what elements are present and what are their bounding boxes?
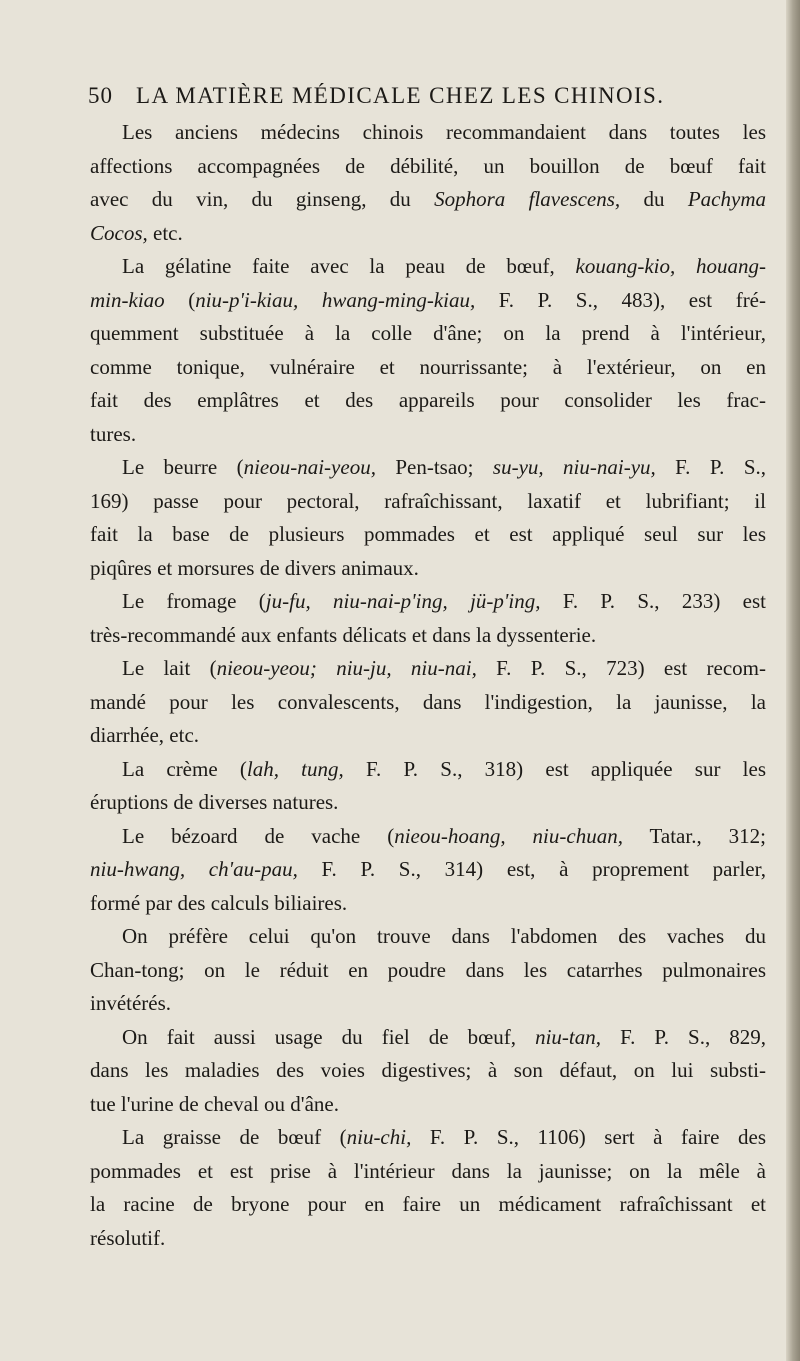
italic-term: Pachyma: [687, 187, 766, 211]
text-segment: On préfère celui qu'on trouve dans l'abdomen des vaches du: [122, 924, 766, 948]
text-line: [90, 384, 766, 418]
text-line: [90, 116, 766, 150]
page-edge: [786, 0, 800, 1361]
text-segment: dans les maladies des voies digestives; à son défaut, on lui substi-: [90, 1058, 766, 1082]
text-segment: du: [620, 187, 688, 211]
text-segment: Tatar., 312;: [622, 823, 766, 848]
text-segment: fait la base de plusieurs pommades et est appliqué seul sur les: [90, 522, 766, 546]
italic-term: lah, tung,: [246, 756, 344, 781]
text-segment: mandé pour les convalescents, dans l'indigestion, la jaunisse, la: [90, 689, 766, 714]
italic-term: min-kiao: [90, 287, 165, 312]
italic-term: su-yu, niu-nai-yu,: [492, 455, 656, 479]
text-segment: piqûres et morsures de divers animaux.: [90, 555, 419, 580]
text-line: [90, 351, 766, 385]
text-segment: La crème (: [122, 756, 247, 781]
text-line: [90, 217, 766, 251]
text-segment: F. P. S., 829,: [601, 1024, 766, 1049]
italic-term: ju-fu, niu-nai-p'ing, jü-p'ing,: [265, 589, 541, 613]
text-segment: la racine de bryone pour en faire un médicament rafraîchissant et: [90, 1192, 766, 1216]
text-segment: fait des emplâtres et des appareils pour consolider les frac-: [90, 388, 766, 412]
text-line: [90, 652, 766, 686]
page-number: 50: [88, 83, 113, 108]
text-segment: F. P. S., 233) est: [540, 589, 767, 613]
text-segment: avec du vin, du ginseng, du: [90, 187, 435, 211]
text-line: [90, 317, 766, 351]
text-line: [90, 1088, 766, 1122]
italic-term: nieou-nai-yeou,: [243, 455, 376, 479]
text-segment: Les anciens médecins chinois recommandaient dans toutes les: [122, 120, 766, 144]
italic-term: niu-p'i-kiau, hwang-ming-kiau,: [195, 287, 476, 312]
text-segment: résolutif.: [90, 1225, 166, 1250]
text-line: [90, 585, 766, 619]
running-title: LA MATIÈRE MÉDICALE CHEZ LES CHINOIS.: [136, 83, 665, 108]
text-segment: F. P. S., 1106) sert à faire des: [411, 1125, 767, 1149]
text-segment: invétérés.: [90, 991, 172, 1015]
text-segment: F. P. S., 318) est appliquée sur les: [343, 756, 766, 781]
text-line: [90, 1121, 766, 1155]
text-segment: Le beurre (: [122, 455, 244, 479]
text-line: [90, 1054, 766, 1088]
text-line: [90, 1021, 766, 1055]
text-segment: F. P. S., 483), est fré-: [475, 287, 766, 312]
text-line: [90, 820, 766, 854]
text-line: [90, 686, 766, 720]
text-line: [90, 786, 766, 820]
text-segment: On fait aussi usage du fiel de bœuf,: [122, 1024, 536, 1049]
text-line: [90, 518, 766, 552]
text-segment: (: [164, 287, 196, 312]
text-segment: éruptions de diverses natures.: [90, 790, 339, 814]
text-segment: très-recommandé aux enfants délicats et dans la dyssenterie.: [90, 622, 597, 647]
text-line: [90, 150, 766, 184]
text-line: [90, 1188, 766, 1222]
italic-term: nieou-yeou; niu-ju, niu-nai,: [216, 656, 477, 680]
text-segment: F. P. S., 723) est recom-: [476, 656, 767, 680]
text-segment: La graisse de bœuf (: [122, 1125, 347, 1149]
text-segment: Le bézoard de vache (: [122, 823, 395, 848]
text-segment: Pen-tsao;: [375, 455, 493, 479]
text-segment: 169) passe pour pectoral, rafraîchissant, laxatif et lubrifiant; il: [90, 488, 766, 513]
text-segment: pommades et est prise à l'intérieur dans la jaunisse; on la mêle à: [90, 1158, 766, 1183]
text-segment: F. P. S.,: [655, 455, 767, 479]
text-segment: tures.: [90, 421, 137, 446]
text-segment: comme tonique, vulnéraire et nourrissante; à l'extérieur, on en: [90, 354, 766, 379]
text-line: [90, 284, 766, 318]
text-line: [90, 552, 766, 586]
text-segment: Le lait (: [122, 656, 217, 680]
text-line: [90, 719, 766, 753]
text-segment: affections accompagnées de débilité, un bouillon de bœuf fait: [90, 153, 766, 178]
text-line: [90, 920, 766, 954]
text-line: [90, 1155, 766, 1189]
text-segment: tue l'urine de cheval ou d'âne.: [90, 1091, 339, 1116]
text-line: [90, 183, 766, 217]
italic-term: Sophora flavescens,: [434, 187, 621, 211]
text-line: [90, 485, 766, 519]
body-text: [90, 116, 766, 1255]
text-line: [90, 619, 766, 653]
italic-term: nieou-hoang, niu-chuan,: [394, 823, 623, 848]
text-line: [90, 987, 766, 1021]
text-segment: quemment substituée à la colle d'âne; on la prend à l'intérieur,: [90, 321, 766, 345]
text-line: [90, 853, 766, 887]
text-segment: etc.: [147, 220, 183, 245]
text-line: [90, 887, 766, 921]
text-line: [90, 1222, 766, 1256]
text-segment: Le fromage (: [122, 589, 266, 613]
italic-term: kouang-kio, houang-: [575, 254, 766, 278]
text-line: [90, 250, 766, 284]
italic-term: niu-hwang, ch'au-pau,: [90, 857, 298, 881]
italic-term: Cocos,: [90, 220, 148, 245]
text-line: [90, 451, 766, 485]
text-segment: diarrhée, etc.: [90, 723, 200, 747]
text-segment: La gélatine faite avec la peau de bœuf,: [122, 254, 576, 278]
text-segment: Chan-tong; on le réduit en poudre dans les catarrhes pulmonaires: [90, 957, 766, 982]
text-line: [90, 418, 766, 452]
running-header: [88, 81, 720, 111]
text-segment: formé par des calculs biliaires.: [90, 890, 348, 915]
text-line: [90, 753, 766, 787]
text-segment: F. P. S., 314) est, à proprement parler,: [297, 857, 767, 881]
text-line: [90, 954, 766, 988]
italic-term: niu-tan,: [535, 1024, 602, 1049]
italic-term: niu-chi,: [346, 1125, 412, 1149]
